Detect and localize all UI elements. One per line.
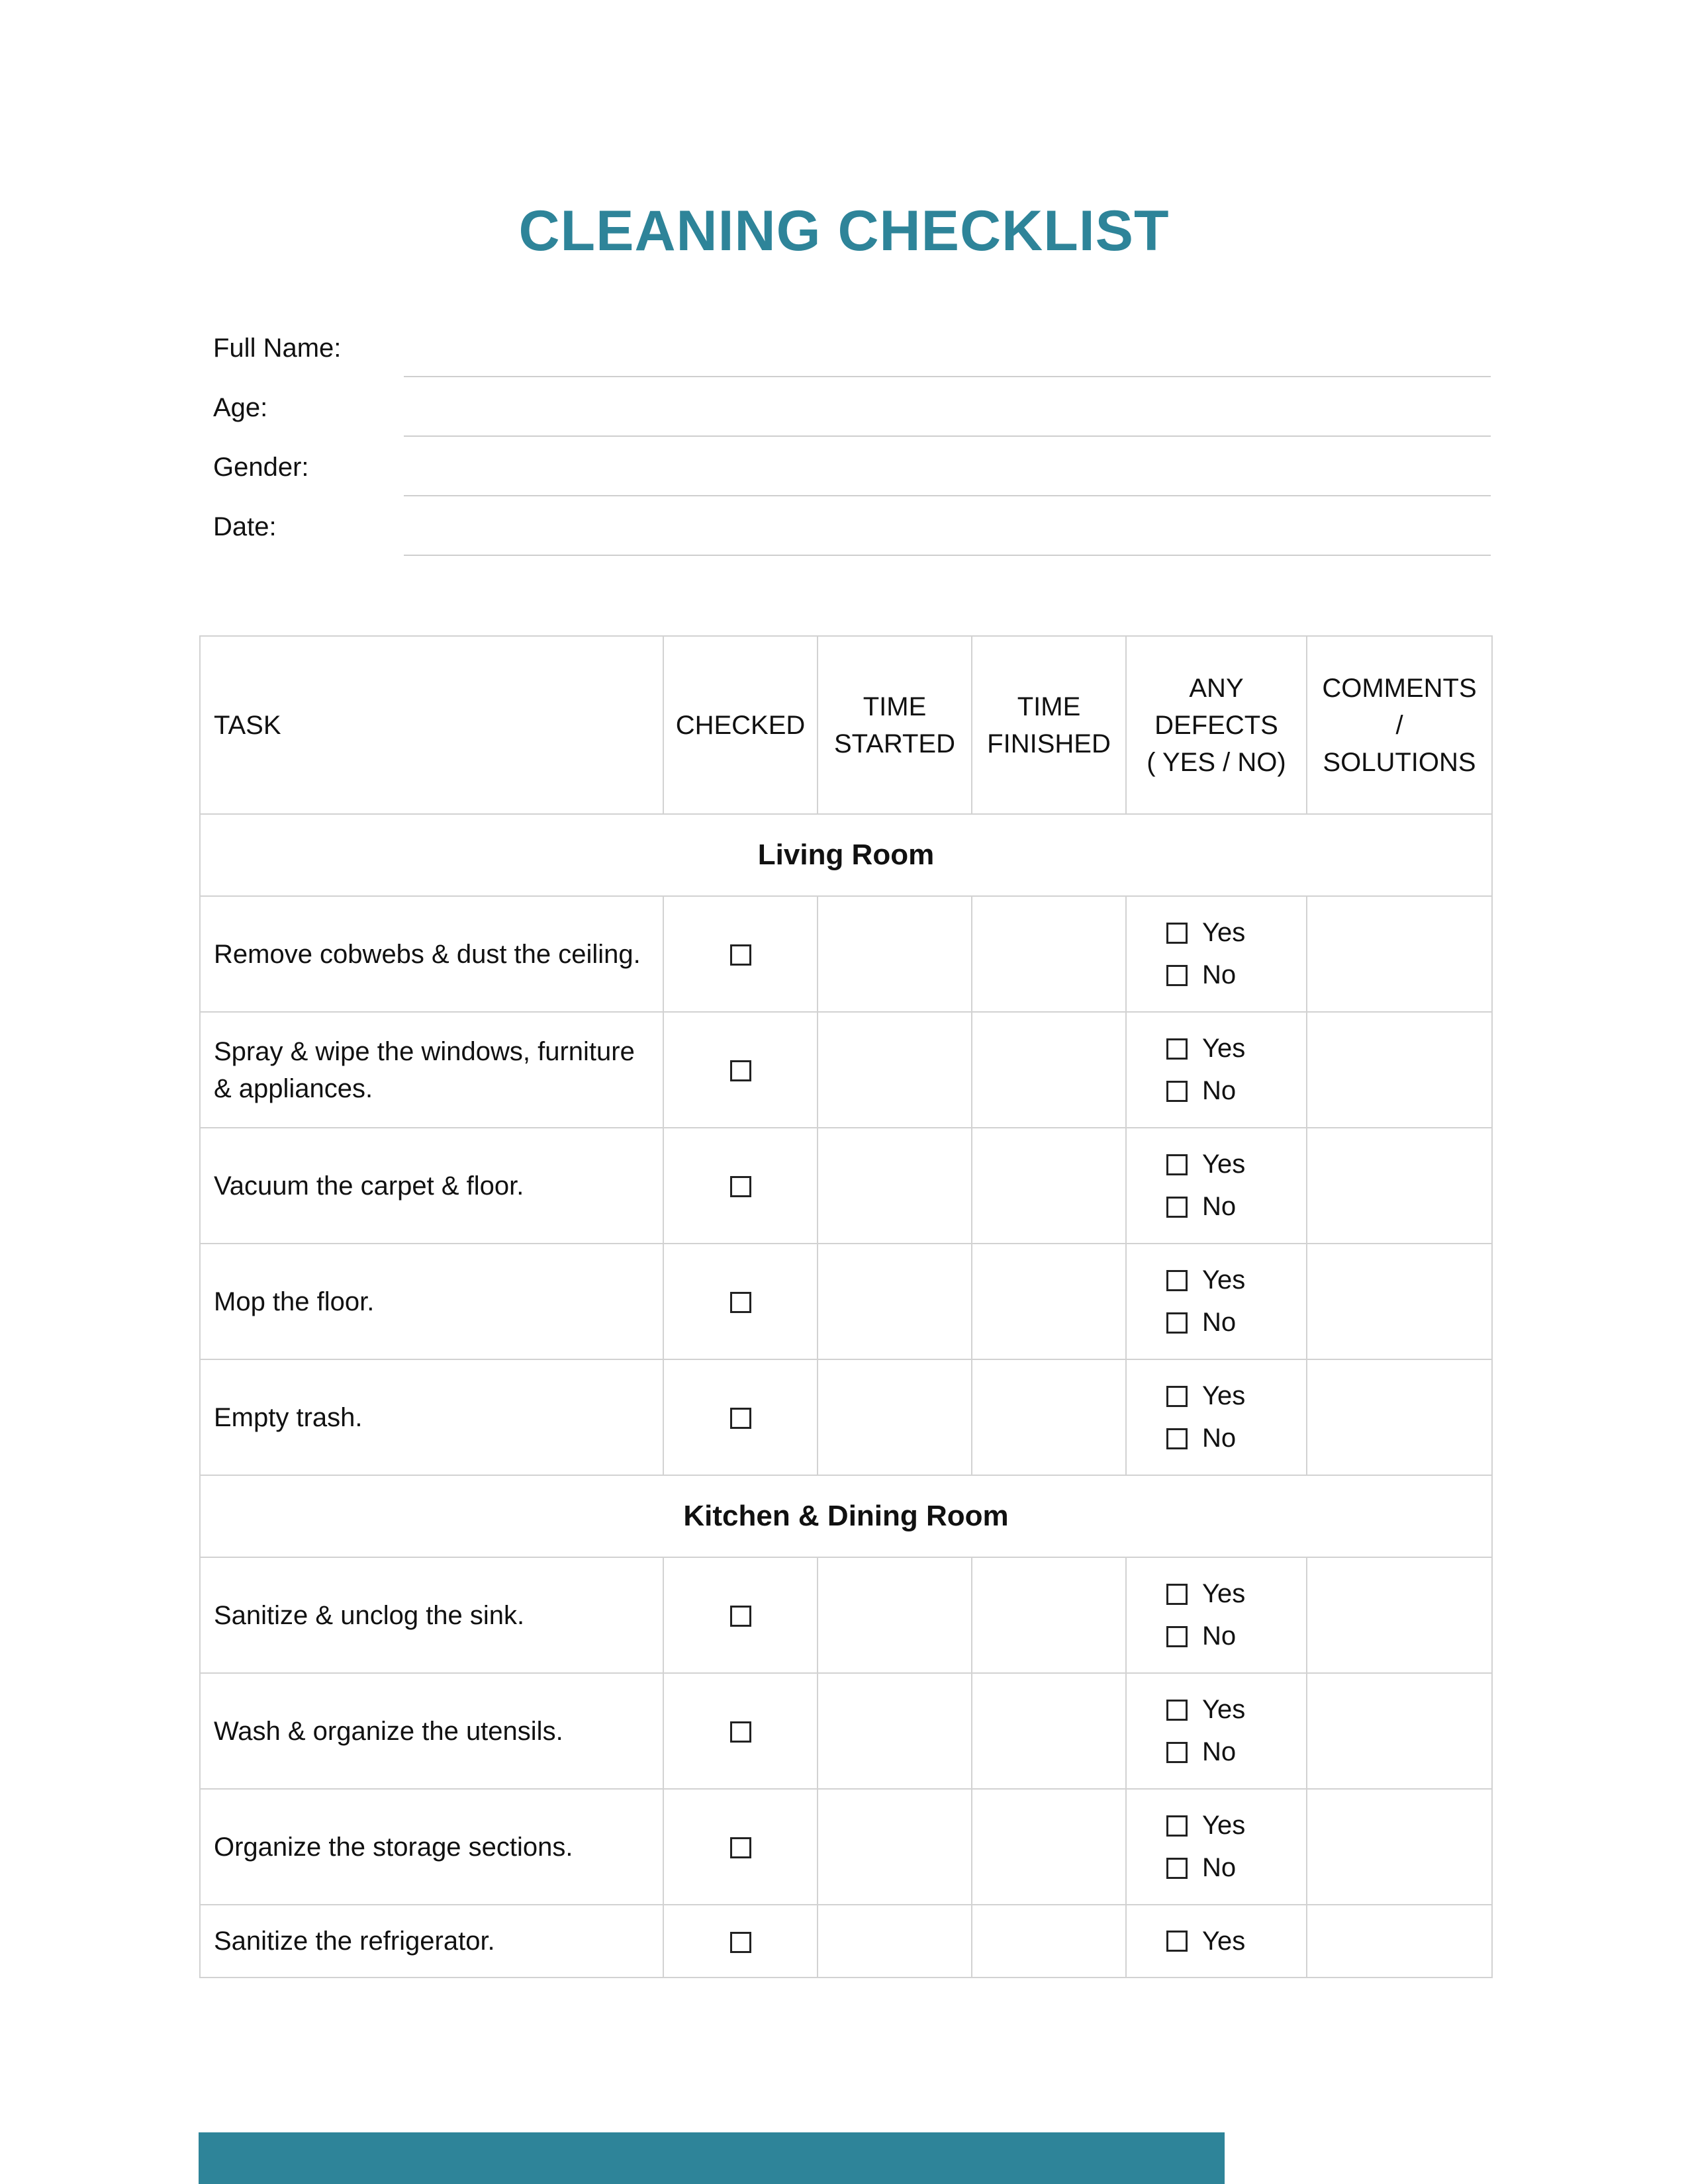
yes-label: Yes xyxy=(1202,1265,1246,1295)
comments-cell[interactable] xyxy=(1307,896,1492,1012)
no-option xyxy=(1166,1302,1305,1344)
no-checkbox[interactable] xyxy=(1166,1742,1188,1763)
footer-bar xyxy=(199,2132,1225,2184)
defects-cell xyxy=(1126,896,1307,1012)
header-defects-line: ANY xyxy=(1189,673,1244,703)
defects-cell xyxy=(1126,1012,1307,1128)
checked-cell xyxy=(663,1244,818,1359)
no-label: No xyxy=(1202,960,1237,989)
time-started-cell[interactable] xyxy=(818,1905,972,1978)
info-row-age xyxy=(213,384,1491,443)
page-title: CLEANING CHECKLIST xyxy=(518,199,1170,263)
no-checkbox[interactable] xyxy=(1166,1626,1188,1647)
yes-checkbox[interactable] xyxy=(1166,1038,1188,1060)
comments-cell[interactable] xyxy=(1307,1905,1492,1978)
checked-checkbox[interactable] xyxy=(730,944,751,966)
time-started-cell[interactable] xyxy=(818,896,972,1012)
yes-label: Yes xyxy=(1202,1034,1246,1063)
checked-checkbox[interactable] xyxy=(730,1837,751,1858)
yes-label: Yes xyxy=(1202,1579,1246,1608)
checked-cell xyxy=(663,1673,818,1789)
yes-option xyxy=(1166,1028,1305,1070)
no-label: No xyxy=(1202,1424,1237,1453)
section-title: Living Room xyxy=(200,814,1492,896)
time-finished-cell[interactable] xyxy=(972,1359,1126,1475)
defects-cell xyxy=(1126,1789,1307,1905)
checked-checkbox[interactable] xyxy=(730,1408,751,1429)
checked-checkbox[interactable] xyxy=(730,1606,751,1627)
defects-cell xyxy=(1126,1128,1307,1244)
info-row-date xyxy=(213,503,1491,563)
header-time-started xyxy=(818,636,972,814)
header-task xyxy=(200,636,663,814)
no-label: No xyxy=(1202,1737,1237,1766)
no-option xyxy=(1166,1186,1305,1228)
defects-cell xyxy=(1126,1673,1307,1789)
yes-option xyxy=(1166,1689,1305,1731)
defects-cell xyxy=(1126,1244,1307,1359)
no-checkbox[interactable] xyxy=(1166,1312,1188,1334)
yes-checkbox[interactable] xyxy=(1166,923,1188,944)
header-time-finished-line: FINISHED xyxy=(987,729,1111,758)
yes-checkbox[interactable] xyxy=(1166,1815,1188,1837)
defects-cell xyxy=(1126,1557,1307,1673)
comments-cell[interactable] xyxy=(1307,1359,1492,1475)
no-label: No xyxy=(1202,1853,1237,1882)
no-label: No xyxy=(1202,1308,1237,1337)
yes-option xyxy=(1166,912,1305,954)
info-row-gender xyxy=(213,443,1491,503)
header-comments-line: SOLUTIONS xyxy=(1323,747,1476,777)
time-started-cell[interactable] xyxy=(818,1789,972,1905)
full-name-field[interactable] xyxy=(404,376,1491,377)
no-option xyxy=(1166,1418,1305,1460)
no-option xyxy=(1166,954,1305,997)
no-checkbox[interactable] xyxy=(1166,1428,1188,1449)
no-option xyxy=(1166,1847,1305,1889)
yes-checkbox[interactable] xyxy=(1166,1584,1188,1605)
comments-cell[interactable] xyxy=(1307,1128,1492,1244)
header-task-label: TASK xyxy=(214,710,281,740)
full-name-label: Full Name: xyxy=(213,334,342,363)
age-field[interactable] xyxy=(404,435,1491,437)
comments-cell[interactable] xyxy=(1307,1673,1492,1789)
task-text: Mop the floor. xyxy=(200,1244,663,1359)
gender-label: Gender: xyxy=(213,453,309,482)
yes-label: Yes xyxy=(1202,1381,1246,1410)
time-started-cell[interactable] xyxy=(818,1012,972,1128)
checklist-table xyxy=(199,635,1493,1978)
date-label: Date: xyxy=(213,512,277,541)
no-label: No xyxy=(1202,1076,1237,1105)
yes-checkbox[interactable] xyxy=(1166,1931,1188,1952)
checked-cell xyxy=(663,1789,818,1905)
header-comments-line: COMMENTS xyxy=(1322,673,1477,703)
time-finished-cell[interactable] xyxy=(972,1789,1126,1905)
time-started-cell[interactable] xyxy=(818,1128,972,1244)
yes-checkbox[interactable] xyxy=(1166,1386,1188,1407)
info-fields xyxy=(213,324,1491,563)
time-started-cell[interactable] xyxy=(818,1557,972,1673)
no-option xyxy=(1166,1731,1305,1774)
task-text: Organize the storage sections. xyxy=(200,1789,663,1905)
section-row xyxy=(200,1475,1492,1557)
table-row xyxy=(200,1244,1492,1359)
yes-checkbox[interactable] xyxy=(1166,1700,1188,1721)
age-label: Age: xyxy=(213,393,268,422)
section-row xyxy=(200,814,1492,896)
checked-checkbox[interactable] xyxy=(730,1721,751,1743)
task-text: Sanitize & unclog the sink. xyxy=(200,1557,663,1673)
checked-checkbox[interactable] xyxy=(730,1060,751,1081)
yes-option xyxy=(1166,1573,1305,1615)
time-finished-cell[interactable] xyxy=(972,896,1126,1012)
table-body xyxy=(200,814,1492,1978)
checked-cell xyxy=(663,1012,818,1128)
yes-checkbox[interactable] xyxy=(1166,1270,1188,1291)
time-finished-cell[interactable] xyxy=(972,1244,1126,1359)
task-text: Vacuum the carpet & floor. xyxy=(200,1128,663,1244)
time-started-cell[interactable] xyxy=(818,1359,972,1475)
no-label: No xyxy=(1202,1192,1237,1221)
info-row-full-name xyxy=(213,324,1491,384)
task-text: Sanitize the refrigerator. xyxy=(200,1905,663,1978)
yes-label: Yes xyxy=(1202,1926,1246,1956)
comments-cell[interactable] xyxy=(1307,1012,1492,1128)
checked-cell xyxy=(663,1359,818,1475)
checked-cell xyxy=(663,1905,818,1978)
comments-cell[interactable] xyxy=(1307,1244,1492,1359)
checked-checkbox[interactable] xyxy=(730,1932,751,1953)
header-time-finished-line: TIME xyxy=(1017,692,1081,721)
header-time-finished xyxy=(972,636,1126,814)
yes-label: Yes xyxy=(1202,1811,1246,1840)
task-text: Empty trash. xyxy=(200,1359,663,1475)
defects-cell xyxy=(1126,1359,1307,1475)
header-defects-line: DEFECTS xyxy=(1154,710,1278,740)
checked-checkbox[interactable] xyxy=(730,1176,751,1197)
yes-option xyxy=(1166,1375,1305,1418)
table-row xyxy=(200,896,1492,1012)
no-checkbox[interactable] xyxy=(1166,965,1188,986)
checked-cell xyxy=(663,1557,818,1673)
comments-cell[interactable] xyxy=(1307,1789,1492,1905)
task-text: Remove cobwebs & dust the ceiling. xyxy=(200,896,663,1012)
yes-label: Yes xyxy=(1202,918,1246,947)
yes-checkbox[interactable] xyxy=(1166,1154,1188,1175)
date-field[interactable] xyxy=(404,555,1491,556)
task-text: Wash & organize the utensils. xyxy=(200,1673,663,1789)
table-row xyxy=(200,1673,1492,1789)
no-checkbox[interactable] xyxy=(1166,1197,1188,1218)
checked-cell xyxy=(663,1128,818,1244)
header-defects xyxy=(1126,636,1307,814)
table-row xyxy=(200,1905,1492,1978)
time-finished-cell[interactable] xyxy=(972,1557,1126,1673)
header-defects-line: ( YES / NO) xyxy=(1147,747,1286,777)
header-checked-label: CHECKED xyxy=(675,710,806,740)
yes-option xyxy=(1166,1144,1305,1186)
defects-cell xyxy=(1126,1905,1307,1978)
table-row xyxy=(200,1012,1492,1128)
header-comments xyxy=(1307,636,1492,814)
gender-field[interactable] xyxy=(404,495,1491,496)
no-label: No xyxy=(1202,1621,1237,1651)
time-finished-cell[interactable] xyxy=(972,1012,1126,1128)
yes-option xyxy=(1166,1805,1305,1847)
checked-checkbox[interactable] xyxy=(730,1292,751,1313)
header-time-started-line: STARTED xyxy=(834,729,955,758)
yes-option xyxy=(1166,1920,1305,1962)
section-title: Kitchen & Dining Room xyxy=(200,1475,1492,1557)
header-time-started-line: TIME xyxy=(863,692,927,721)
no-option xyxy=(1166,1615,1305,1658)
yes-label: Yes xyxy=(1202,1695,1246,1724)
comments-cell[interactable] xyxy=(1307,1557,1492,1673)
yes-option xyxy=(1166,1259,1305,1302)
yes-label: Yes xyxy=(1202,1150,1246,1179)
no-checkbox[interactable] xyxy=(1166,1858,1188,1879)
table-header-row xyxy=(200,636,1492,814)
table-row xyxy=(200,1128,1492,1244)
no-option xyxy=(1166,1070,1305,1113)
time-finished-cell[interactable] xyxy=(972,1673,1126,1789)
table-row xyxy=(200,1359,1492,1475)
task-text: Spray & wipe the windows, furniture & appliances. xyxy=(200,1012,663,1128)
table-row xyxy=(200,1789,1492,1905)
header-checked xyxy=(663,636,818,814)
time-started-cell[interactable] xyxy=(818,1673,972,1789)
header-comments-line: / xyxy=(1395,710,1403,740)
table-row xyxy=(200,1557,1492,1673)
time-finished-cell[interactable] xyxy=(972,1905,1126,1978)
time-started-cell[interactable] xyxy=(818,1244,972,1359)
checked-cell xyxy=(663,896,818,1012)
no-checkbox[interactable] xyxy=(1166,1081,1188,1102)
time-finished-cell[interactable] xyxy=(972,1128,1126,1244)
